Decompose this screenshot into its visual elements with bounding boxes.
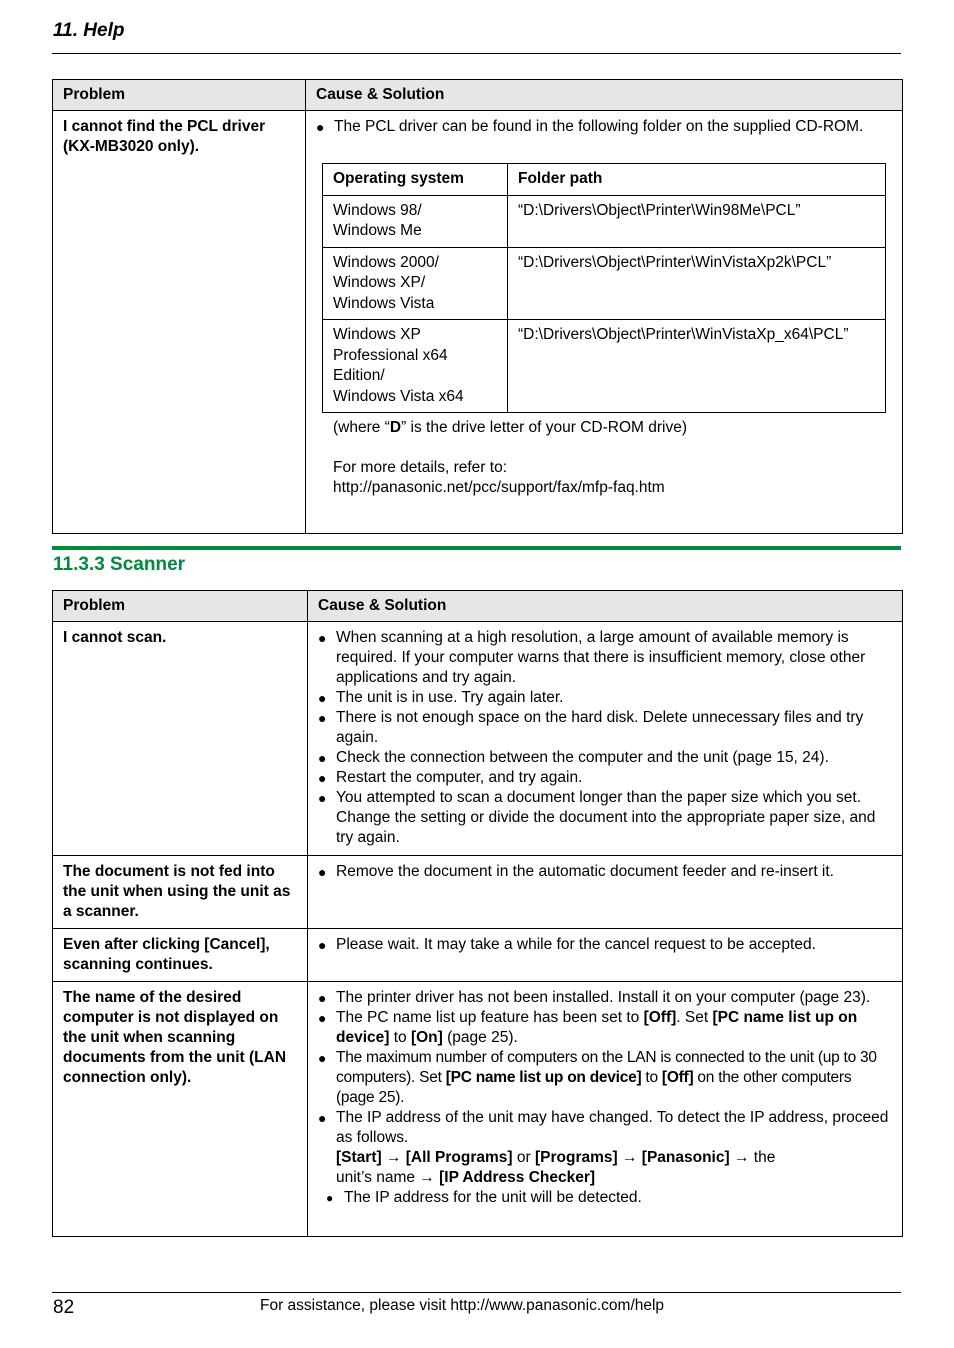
solution-cell bbox=[308, 929, 903, 982]
os-line: Edition/ bbox=[333, 367, 385, 384]
bullet-icon: ● bbox=[318, 1050, 327, 1066]
sub-bullet-text: The IP address for the unit will be detected. bbox=[344, 1189, 642, 1206]
bullet-item bbox=[318, 768, 892, 788]
folder-path-table bbox=[322, 163, 886, 413]
chapter-heading: 11. Help bbox=[53, 20, 125, 41]
bullet-text: Remove the document in the automatic document feeder and re-insert it. bbox=[336, 863, 834, 880]
table-row bbox=[53, 622, 903, 856]
bullet-icon: ● bbox=[318, 770, 327, 786]
problem-cell: The name of the desired computer is not displayed on the unit when scanning documents from the unit (LAN connection only). bbox=[53, 982, 308, 1237]
solution-cell bbox=[308, 622, 903, 856]
table-row bbox=[323, 320, 886, 413]
os-cell bbox=[323, 247, 508, 320]
note-text: ” is the drive letter of your CD-ROM drive) bbox=[401, 419, 688, 436]
os-line: Windows 98/ bbox=[333, 201, 422, 219]
bullet-icon: ● bbox=[318, 690, 327, 706]
section-rule bbox=[52, 546, 901, 550]
col-cause-solution: Cause & Solution bbox=[308, 591, 903, 622]
os-line: Windows XP/ bbox=[333, 274, 426, 291]
bullet-text: When scanning at a high resolution, a large amount of available memory is required. If your computer warns that there is insufficient memory, close other applications and try again. bbox=[336, 629, 866, 686]
scanner-table bbox=[52, 590, 903, 1237]
problem-cell: The document is not fed into the unit when using the unit as a scanner. bbox=[53, 856, 308, 929]
path-cell: “D:\Drivers\Object\Printer\Win98Me\PCL” bbox=[508, 195, 886, 247]
path-cell: “D:\Drivers\Object\Printer\WinVistaXp_x64\PCL” bbox=[508, 320, 886, 413]
bullet-item bbox=[318, 1108, 892, 1188]
bullet-icon: ● bbox=[318, 990, 327, 1006]
arrow-icon: → bbox=[733, 1149, 750, 1166]
footer-text: For assistance, please visit http://www.panasonic.com/help bbox=[260, 1297, 665, 1314]
os-line: Windows Vista bbox=[333, 294, 435, 312]
drive-note bbox=[316, 418, 892, 438]
table-row bbox=[323, 195, 886, 247]
bullet-item bbox=[316, 117, 892, 137]
bullet-text: The PCL driver can be found in the following folder on the supplied CD-ROM. bbox=[334, 118, 864, 135]
sub-bullet-item bbox=[318, 1188, 892, 1208]
os-line: Professional x64 bbox=[333, 346, 448, 364]
more-details-url: http://panasonic.net/pcc/support/fax/mfp-faq.htm bbox=[333, 479, 665, 496]
os-cell bbox=[323, 195, 508, 247]
col-folder-path: Folder path bbox=[508, 164, 886, 196]
col-problem: Problem bbox=[53, 591, 308, 622]
bullet-item bbox=[318, 1008, 892, 1048]
header-rule bbox=[52, 53, 901, 54]
bullet-text: Check the connection between the computer and the unit (page 15, 24). bbox=[336, 749, 829, 766]
bullet-text: The maximum number of computers on the LAN is connected to the unit (up to 30 computers). Set [PC name list up on device] to [Off] on the other computers (page 25). bbox=[336, 1049, 877, 1106]
bullet-item bbox=[318, 748, 892, 768]
problem-cell: Even after clicking [Cancel], scanning continues. bbox=[53, 929, 308, 982]
problem-cell: I cannot find the PCL driver (KX-MB3020 only). bbox=[53, 111, 306, 534]
bullet-icon: ● bbox=[318, 864, 327, 880]
table-header-row bbox=[53, 80, 903, 111]
bullet-icon: ● bbox=[318, 750, 327, 766]
problem-cell: I cannot scan. bbox=[53, 622, 308, 856]
solution-cell bbox=[308, 856, 903, 929]
bullet-icon: ● bbox=[326, 1191, 334, 1205]
table-row bbox=[53, 856, 903, 929]
bullet-item bbox=[318, 862, 892, 882]
bullet-item bbox=[318, 1048, 892, 1108]
bullet-text: The printer driver has not been installed. Install it on your computer (page 23). bbox=[336, 989, 871, 1006]
bullet-text: The unit is in use. Try again later. bbox=[336, 689, 564, 706]
note-text: (where “ bbox=[333, 419, 390, 436]
path-cell: “D:\Drivers\Object\Printer\WinVistaXp2k\PCL” bbox=[508, 247, 886, 320]
os-cell bbox=[323, 320, 508, 413]
more-details-label: For more details, refer to: bbox=[333, 459, 508, 476]
pcl-driver-table bbox=[52, 79, 903, 534]
bullet-text: The IP address of the unit may have changed. To detect the IP address, proceed as follows. [Start] → [All Programs] or [Programs] → [Panasonic] → the unit’s name → [IP Address Checker] bbox=[336, 1109, 889, 1186]
table-header-row bbox=[53, 591, 903, 622]
os-line: Windows Vista x64 bbox=[333, 387, 464, 405]
table-row bbox=[53, 111, 903, 534]
col-operating-system: Operating system bbox=[323, 164, 508, 196]
bullet-text: The PC name list up feature has been set to [Off]. Set [PC name list up on device] to [On] (page 25). bbox=[336, 1009, 858, 1046]
bullet-text: Please wait. It may take a while for the cancel request to be accepted. bbox=[336, 936, 816, 953]
bullet-text: You attempted to scan a document longer than the paper size which you set. Change the setting or divide the document into the appropriate paper size, and try again. bbox=[336, 789, 876, 846]
bullet-text: There is not enough space on the hard disk. Delete unnecessary files and try again. bbox=[336, 709, 864, 746]
bullet-icon: ● bbox=[318, 790, 327, 806]
col-problem: Problem bbox=[53, 80, 306, 111]
bullet-text: Restart the computer, and try again. bbox=[336, 769, 583, 786]
bullet-item bbox=[318, 688, 892, 708]
os-line: Windows 2000/ bbox=[333, 253, 439, 271]
bullet-item bbox=[318, 988, 892, 1008]
bullet-icon: ● bbox=[318, 630, 327, 646]
table-row bbox=[53, 929, 903, 982]
bullet-icon: ● bbox=[318, 1110, 327, 1126]
bullet-icon: ● bbox=[318, 937, 327, 953]
arrow-icon: → bbox=[621, 1149, 638, 1166]
arrow-icon: → bbox=[419, 1169, 435, 1186]
col-cause-solution: Cause & Solution bbox=[306, 80, 903, 111]
solution-cell bbox=[306, 111, 903, 534]
footer-rule bbox=[52, 1292, 901, 1293]
page-number: 82 bbox=[53, 1297, 75, 1318]
bullet-icon: ● bbox=[318, 1010, 327, 1026]
section-title: 11.3.3 Scanner bbox=[53, 554, 186, 575]
bullet-icon: ● bbox=[316, 119, 325, 135]
os-line: Windows Me bbox=[333, 222, 422, 239]
bullet-item bbox=[318, 935, 892, 955]
bullet-item bbox=[318, 708, 892, 748]
inner-header-row bbox=[323, 164, 886, 196]
note-bold: D bbox=[389, 419, 402, 436]
arrow-icon: → bbox=[385, 1149, 402, 1166]
solution-cell bbox=[308, 982, 903, 1237]
bullet-icon: ● bbox=[318, 710, 327, 726]
bullet-item bbox=[318, 788, 892, 848]
table-row bbox=[53, 982, 903, 1237]
table-row bbox=[323, 247, 886, 320]
os-line: Windows XP bbox=[333, 326, 421, 343]
bullet-item bbox=[318, 628, 892, 688]
